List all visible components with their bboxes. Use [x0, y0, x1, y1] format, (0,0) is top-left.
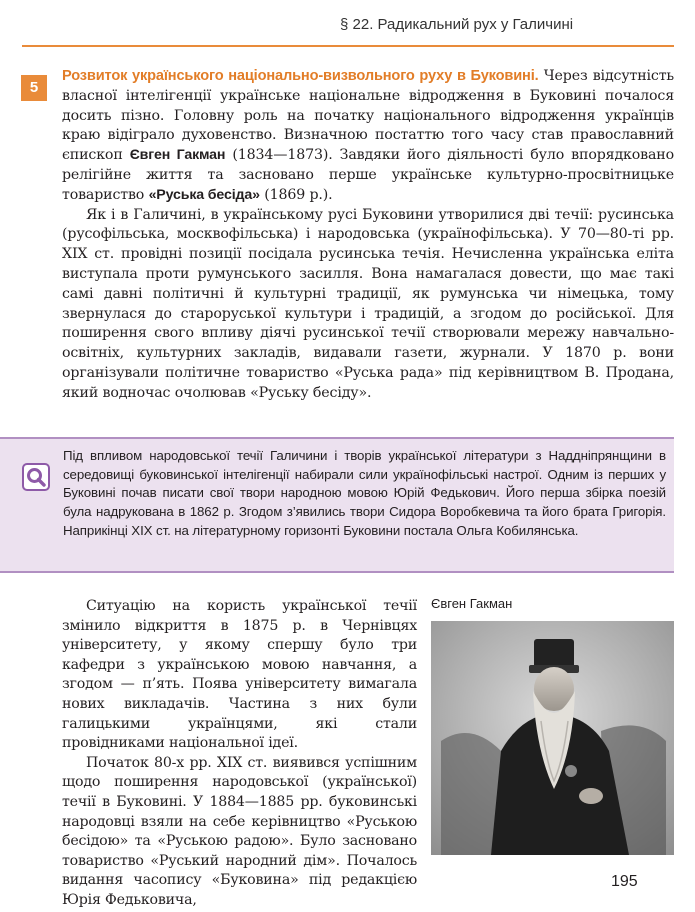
section-title: Розвиток українського національно-визвольного руху в Буковині. [62, 68, 539, 84]
text-span: (1834—1873). Завдяки його діяльності було впорядковано релігійне життя та засновано перше українське культурно-просвітницьке товариство [62, 147, 674, 203]
info-box-text: Під впливом народовської течії Галичини і творів української літератури з Наддніпрянщини в середовищі буковинської інтелігенції набирали сили українофільські настрої. Одним із перших у Буковині почав писати свої твори народною мовою Юрій Федькович. Його перша збірка поезій була надрукована в 1862 р. Згодом з’явились твори Сидора Воробкевича та його брата Григорія. Наприкінці XIX ст. на літературному горизонті Буковини постала Ольга Кобилянська. [63, 448, 666, 538]
paragraph-2: Як і в Галичині, в українському русі Буковини утворилися дві течії: русинська (русофільська, москвофільська) і народовська (українофільська). У 70—80-ті рр. XIX ст. провідні позиції посідала русинська течія. Нечисленна українська еліта виступала проти румунського засилля. Вона намагалася довести, що має такі самі давні політичні й культурні традиції, як румунська чи німецька, тому звернулася до староруської культури і традицій, а згодом до російської. Для поширення свого впливу діячі русинської течії створювали мережу навчально-освітніх, культурних закладів, видавали газети, журнали. У 1870 р. вони організували політичне товариство «Руська рада» під керівництвом В. Продана, який водночас очолював «Руську бесіду». [62, 206, 674, 401]
highlight-society: «Руська бесіда» [148, 186, 260, 203]
running-header: § 22. Радикальний рух у Галичині [340, 16, 574, 33]
header-divider [22, 45, 674, 47]
text-span: Через відсутність власної інтелігенції українське національне відродження в Буковині почалося досить пізно. Головну роль на початку національного відродження українців краю відіграло духовенство. Визначною постаттю того часу став православний єпископ [62, 68, 674, 164]
info-box-border-top [0, 437, 674, 439]
paragraph-3: Ситуацію на користь української течії змінило відкриття в 1875 р. в Чернівцях університету, у якому спершу було три кафедри з українською мовою навчання, а згодом — п’ять. Поява університету вимагала нових викладачів. Частина з них були галицькими українцями, які стали провідниками національної ідеї. [62, 598, 417, 752]
paragraph-1 [62, 67, 674, 206]
magnifier-icon [22, 463, 50, 491]
page-number: 195 [611, 873, 638, 890]
section-number-badge: 5 [21, 75, 47, 101]
figure-caption: Євген Гакман [431, 596, 513, 611]
paragraph-4: Початок 80-х рр. XIX ст. виявився успішним щодо поширення народовської (української) течії в Буковині. У 1884—1885 рр. буковинські народовці взяли на себе керівництво «Руською бесідою» та «Руською радою». Було засновано товариство «Руський народний дім». Почалось видання часопису «Буковина» під редакцією Юрія Федьковича, [62, 754, 417, 908]
info-box-border-bottom [0, 571, 674, 573]
continuation-body [62, 597, 417, 911]
section-body [62, 67, 674, 404]
portrait-photo [431, 621, 674, 855]
info-box [0, 437, 674, 573]
highlight-name: Євген Гакман [129, 147, 226, 164]
text-span: (1869 р.). [259, 186, 333, 203]
